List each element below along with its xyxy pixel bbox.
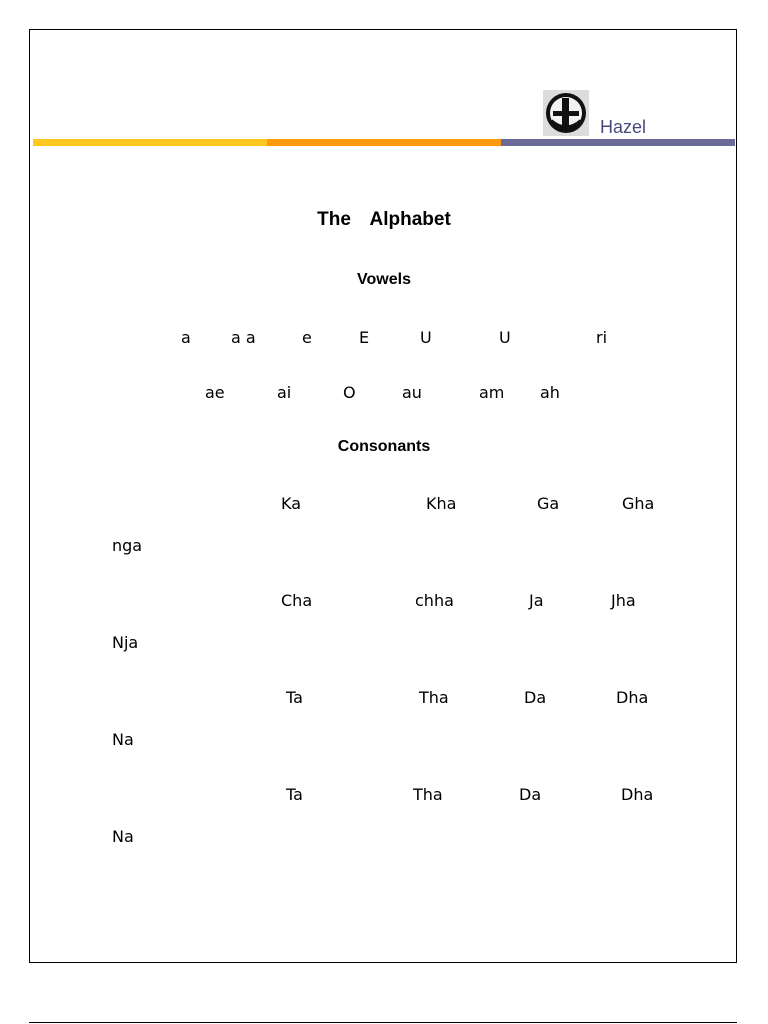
page-title: The Alphabet [317, 209, 451, 230]
vowel: E [359, 328, 370, 347]
consonant: Ta [286, 688, 303, 707]
consonant: Tha [413, 785, 443, 804]
consonant: Dha [621, 785, 654, 804]
consonant-nasal: Na [112, 827, 134, 846]
consonant: Jha [611, 591, 636, 610]
vowels-heading: Vowels [357, 271, 411, 288]
vowel: ri [596, 328, 608, 347]
consonant-nasal: Na [112, 730, 134, 749]
consonant: Ka [281, 494, 302, 513]
vowel: U [499, 328, 511, 347]
consonant: Ga [537, 494, 560, 513]
vowel: e [302, 328, 312, 347]
vowel: ah [540, 383, 560, 402]
vowel: ae [205, 383, 225, 402]
consonant-nasal: Nja [112, 633, 139, 652]
consonants-heading: Consonants [337, 438, 431, 455]
consonant: Cha [281, 591, 313, 610]
consonant: Tha [419, 688, 449, 707]
vowel: a a [231, 328, 256, 347]
brand-logo-icon [543, 90, 589, 136]
consonant: Da [524, 688, 547, 707]
vowel: au [402, 383, 422, 402]
consonant: Da [519, 785, 542, 804]
vowel: am [479, 383, 505, 402]
vowel: ai [277, 383, 292, 402]
consonant: chha [415, 591, 454, 610]
footer-rule [29, 1022, 737, 1023]
consonant-nasal: nga [112, 536, 143, 555]
brand-name: Hazel [600, 117, 647, 137]
vowel: U [420, 328, 432, 347]
vowel: O [343, 383, 356, 402]
consonant: Kha [426, 494, 457, 513]
vowel: a [181, 328, 191, 347]
consonant: Gha [622, 494, 655, 513]
consonant: Ja [529, 591, 544, 610]
consonant: Dha [616, 688, 649, 707]
consonant: Ta [286, 785, 303, 804]
header-stripe-orange [267, 139, 501, 146]
header-stripe-yellow [33, 139, 267, 146]
header-stripe-purple [501, 139, 735, 146]
